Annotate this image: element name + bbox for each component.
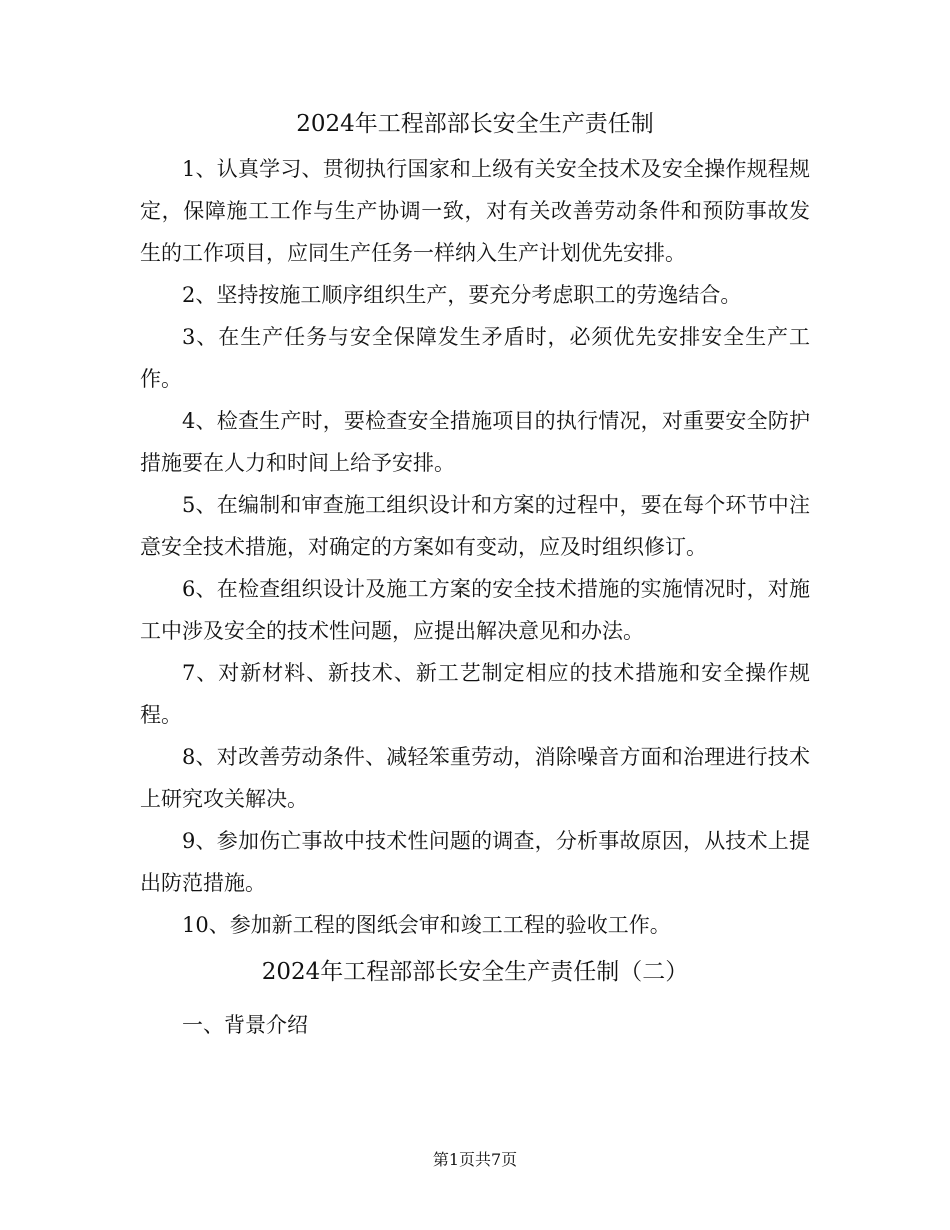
- document-title: 2024年工程部部长安全生产责任制: [296, 111, 654, 137]
- paragraph-3: 3、在生产任务与安全保障发生矛盾时，必须优先安排安全生产工作。: [140, 325, 810, 391]
- section-2-title: 2024年工程部部长安全生产责任制（二）: [261, 959, 689, 985]
- page-number: 第1页共7页: [432, 1150, 518, 1169]
- body-text: [140, 148, 810, 946]
- paragraph-1: 1、认真学习、贯彻执行国家和上级有关安全技术及安全操作规程规定，保障施工工作与生产协调一致，对有关改善劳动条件和预防事故发生的工作项目，应同生产任务一样纳入生产计划优先安排。: [140, 157, 810, 265]
- paragraph-7: 7、对新材料、新技术、新工艺制定相应的技术措施和安全操作规程。: [140, 661, 810, 727]
- paragraph-4: 4、检查生产时，要检查安全措施项目的执行情况，对重要安全防护措施要在人力和时间上给予安排。: [140, 409, 810, 475]
- paragraph-10: 10、参加新工程的图纸会审和竣工工程的验收工作。: [182, 913, 671, 937]
- paragraph-5: 5、在编制和审查施工组织设计和方案的过程中，要在每个环节中注意安全技术措施，对确定的方案如有变动，应及时组织修订。: [140, 493, 810, 559]
- section-2-body: [140, 1004, 810, 1046]
- paragraph-9: 9、参加伤亡事故中技术性问题的调查，分析事故原因，从技术上提出防范措施。: [140, 829, 810, 895]
- paragraph-8: 8、对改善劳动条件、减轻笨重劳动，消除噪音方面和治理进行技术上研究攻关解决。: [140, 745, 810, 811]
- section-2-heading: 一、背景介绍: [182, 1013, 308, 1037]
- paragraph-6: 6、在检查组织设计及施工方案的安全技术措施的实施情况时，对施工中涉及安全的技术性问题，应提出解决意见和办法。: [140, 577, 810, 643]
- paragraph-2: 2、坚持按施工顺序组织生产，要充分考虑职工的劳逸结合。: [182, 283, 742, 307]
